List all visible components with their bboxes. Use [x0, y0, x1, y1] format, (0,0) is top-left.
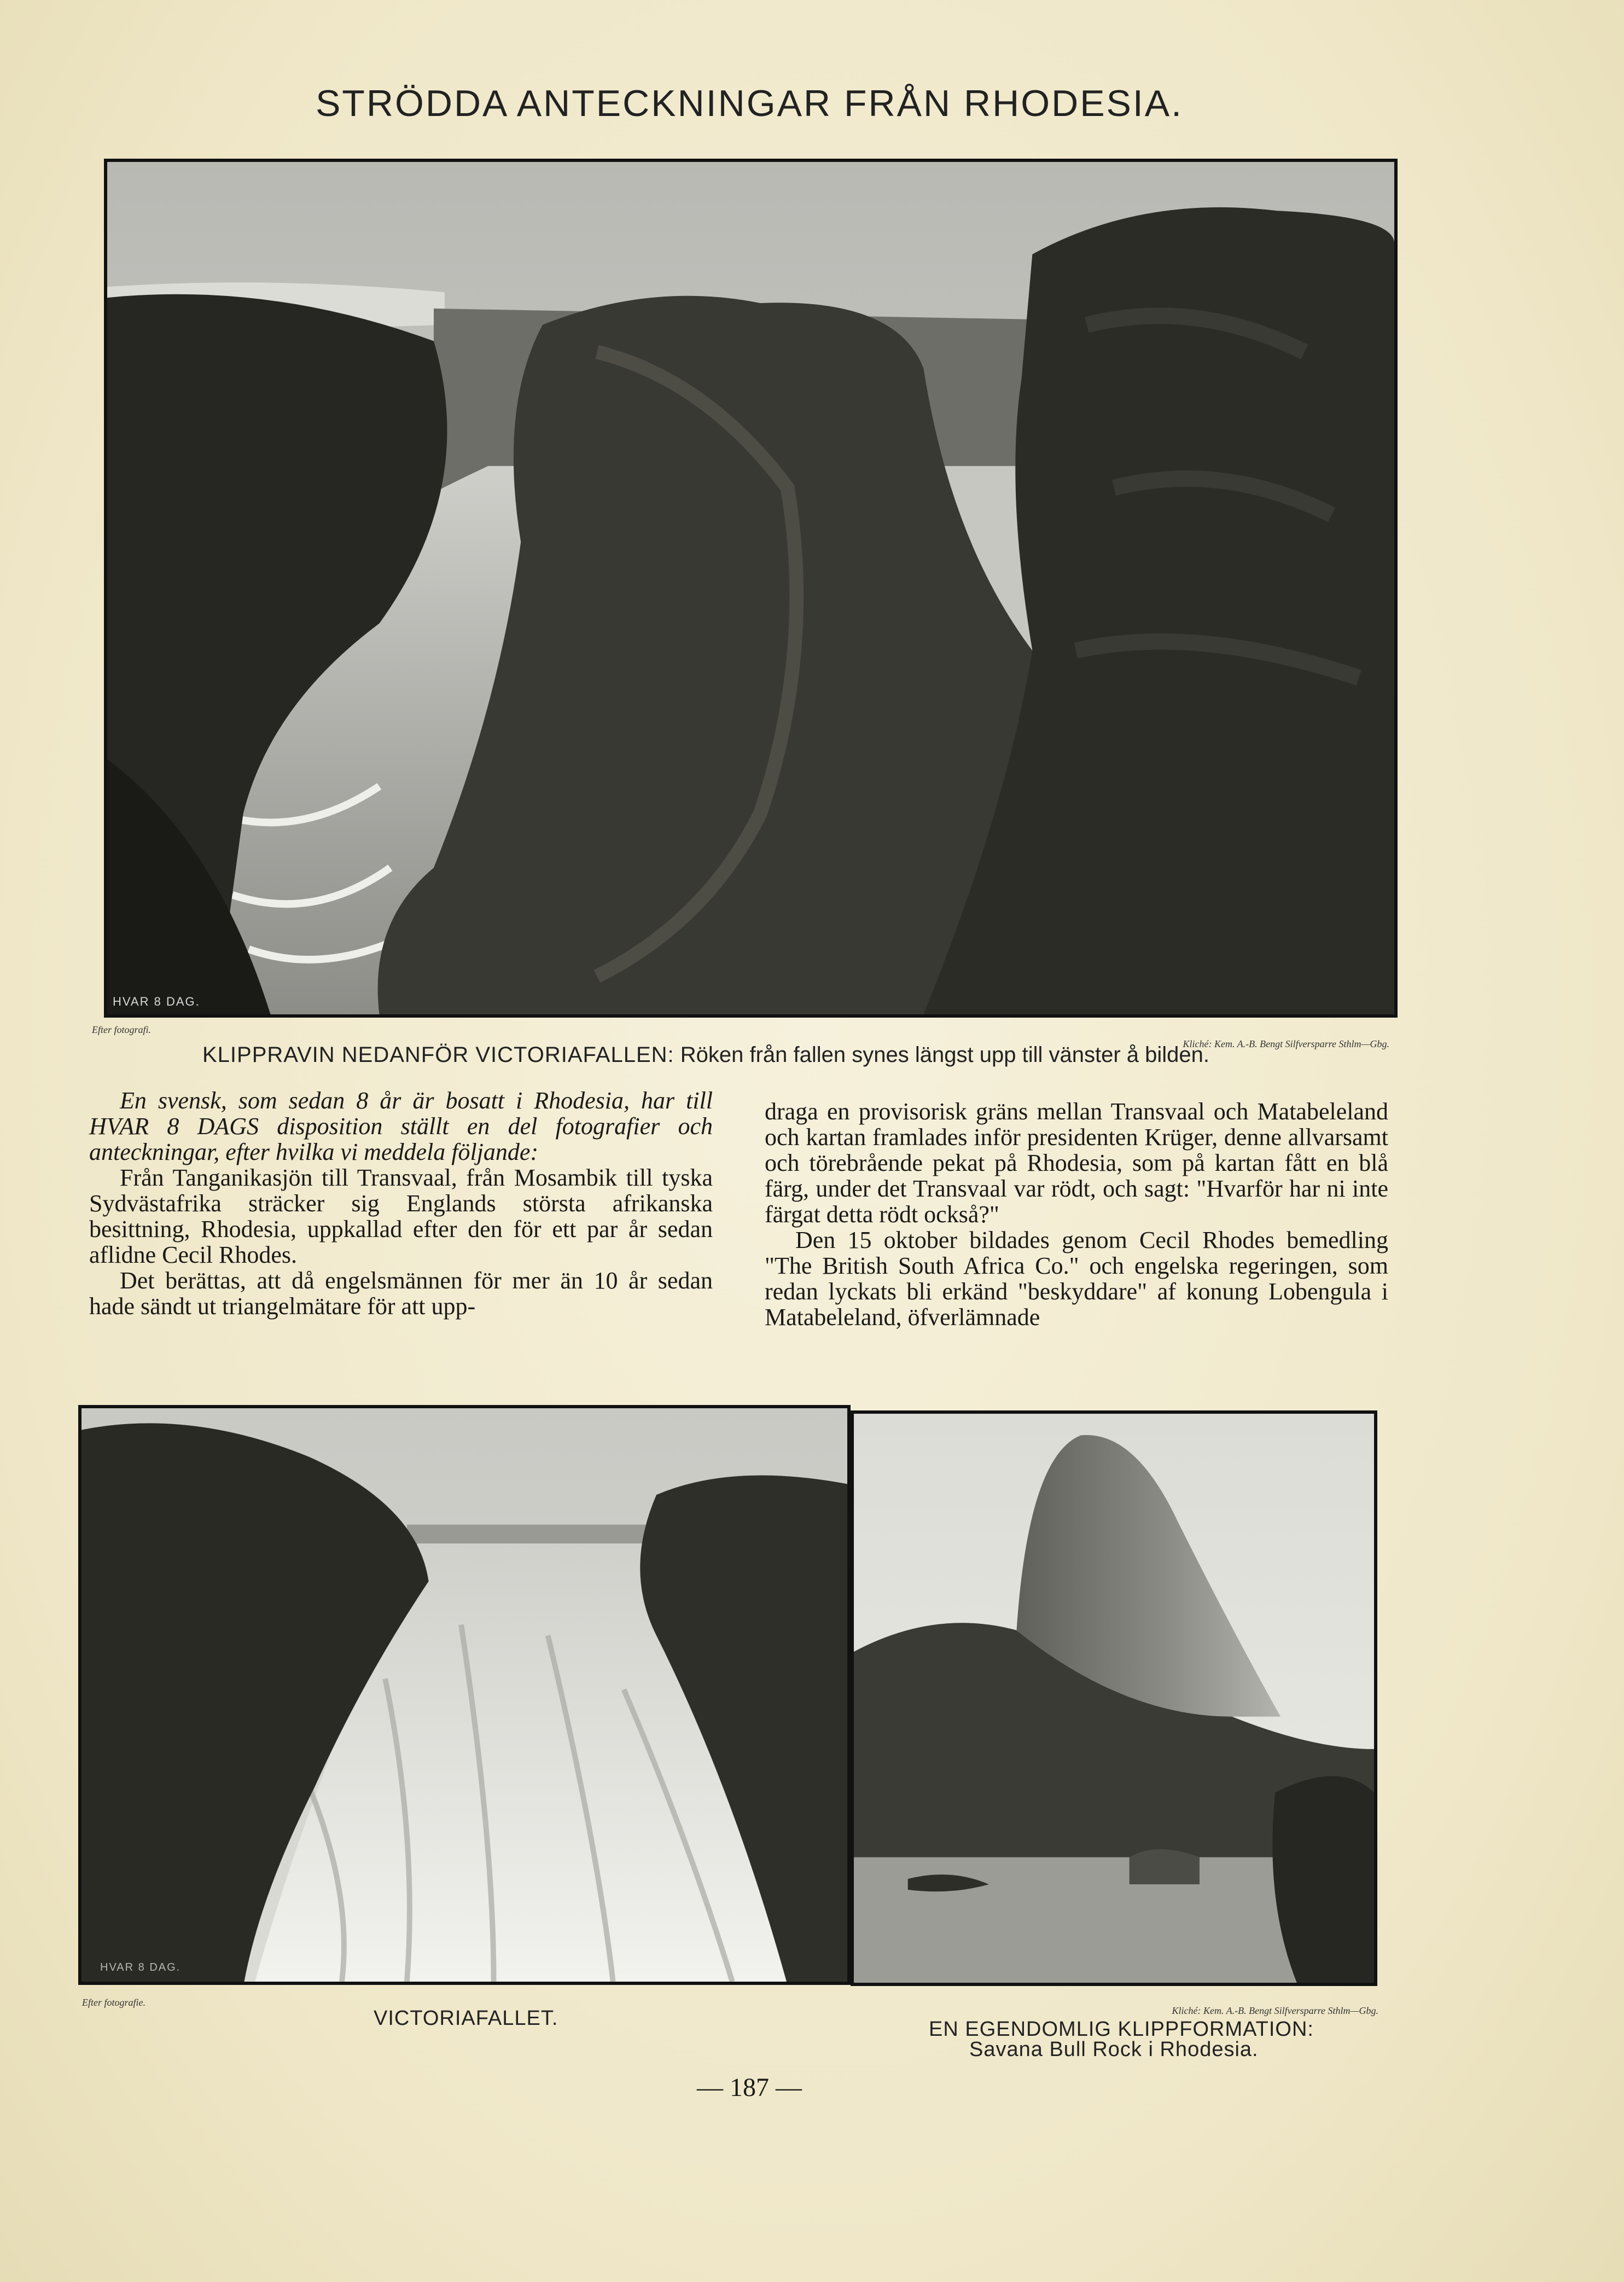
photo-subcaption: Savana Bull Rock i Rhodesia. — [969, 2038, 1259, 2061]
caption-text: Röken från fallen synes längst upp till vänster å bilden. — [680, 1043, 1209, 1067]
article-paragraph: Från Tanganikasjön till Transvaal, från Mosambik till tyska Sydvästafrika sträcker sig Englands största afrikanska besittning, Rhodesia, uppkallad efter den för ett par år sedan aflidne Cecil Rhodes. — [89, 1164, 713, 1268]
photo-bull-rock — [851, 1410, 1377, 1986]
photo-caption: VICTORIAFALLET. — [374, 2007, 558, 2030]
article-paragraph: Det berättas, att då engelsmännen för mer än 10 år sedan hade sändt ut triangelmätare för att upp- — [89, 1267, 713, 1320]
photo-credit: Efter fotografi. — [92, 1024, 151, 1035]
photo-victoria-falls — [78, 1405, 851, 1985]
page-number: — 187 — — [697, 2073, 802, 2102]
photo-caption: EN EGENDOMLIG KLIPPFORMATION: — [929, 2018, 1314, 2041]
photo-credit: Efter fotografie. — [82, 1997, 145, 2008]
article-intro: En svensk, som sedan 8 år är bosatt i Rhodesia, har till HVAR 8 DAGS disposition ställt en del fotografier och anteckningar, efter hvilka vi meddela följande: — [89, 1087, 713, 1165]
article-column-left — [89, 1088, 713, 1319]
falls-image — [82, 1408, 847, 1982]
photo-caption — [202, 1043, 1406, 1067]
photo-watermark: HVAR 8 DAG. — [113, 995, 200, 1008]
caption-title: KLIPPRAVIN NEDANFÖR VICTORIAFALLEN: — [202, 1043, 674, 1067]
photo-gorge — [104, 159, 1398, 1018]
engraver-credit: Kliché: Kem. A.-B. Bengt Silfversparre Sthlm—Gbg. — [1172, 2005, 1378, 2016]
gorge-image — [107, 162, 1394, 1014]
rock-image — [854, 1414, 1374, 1983]
article-paragraph: draga en provisorisk gräns mellan Transvaal och Matabeleland och kartan framlades inför presidenten Krüger, denne allvarsamt och törebrående pekat på Rhodesia, som på kartan fått en blå färg, under det Transvaal var rödt, och sagt: "Hvarför har ni inte färgat detta rödt också?" — [765, 1098, 1388, 1228]
engraver-credit: Kliché: Kem. A.-B. Bengt Silfversparre Sthlm—Gbg. — [1183, 1038, 1389, 1049]
photo-watermark: HVAR 8 DAG. — [100, 1961, 181, 1973]
article-column-right — [765, 1099, 1388, 1330]
page-title: STRÖDDA ANTECKNINGAR FRÅN RHODESIA. — [315, 83, 1184, 124]
article-paragraph: Den 15 oktober bildades genom Cecil Rhodes bemedling "The British South Africa Co." och engelska regeringen, som redan lyckats bli erkänd "beskyddare" af konung Lobengula i Matabeleland, öfverlämnade — [765, 1227, 1388, 1331]
